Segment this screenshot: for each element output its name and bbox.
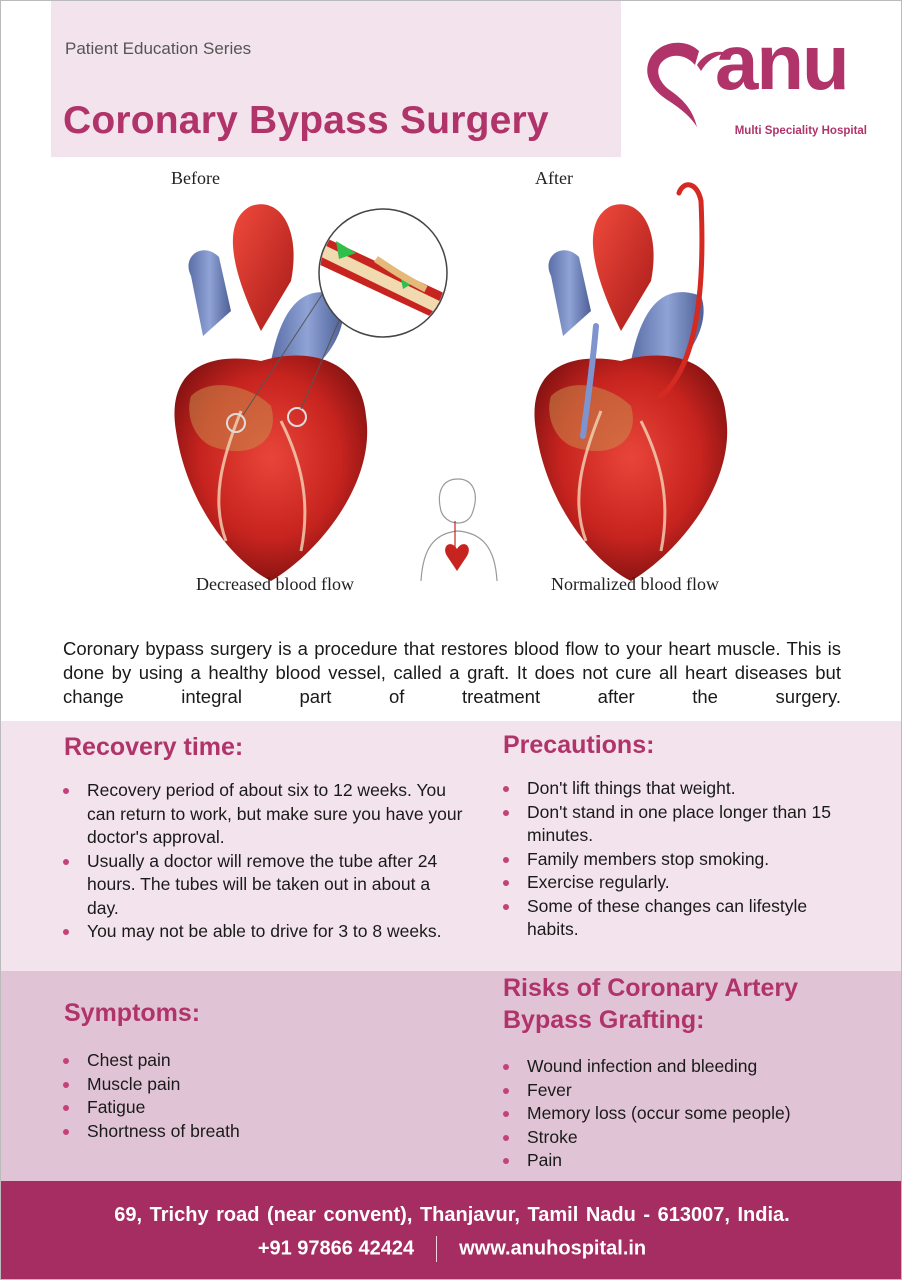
list-item: Wound infection and bleeding [503, 1055, 863, 1079]
intro-paragraph: Coronary bypass surgery is a procedure that restores blood flow to your heart muscle. This is done by using a healthy blood vessel, called a graft. It does not cure all heart diseases but change integral part of treatment after the surgery. [63, 638, 841, 707]
list-item: Fever [503, 1079, 863, 1103]
list-item: Exercise regularly. [503, 871, 863, 895]
footer-address: 69, Trichy road (near convent), Thanjavur, Tamil Nadu - 613007, India. [114, 1204, 790, 1226]
list-item: Don't stand in one place longer than 15 minutes. [503, 801, 863, 848]
list-item: Don't lift things that weight. [503, 777, 863, 801]
after-caption: Normalized blood flow [551, 574, 719, 594]
list-item: Usually a doctor will remove the tube after 24 hours. The tubes will be taken out in about a day. [63, 850, 463, 921]
symptoms-list [63, 1049, 443, 1143]
precautions-list [503, 777, 863, 942]
footer-contact [1, 1236, 902, 1262]
heart-after-icon [534, 185, 727, 581]
series-label: Patient Education Series [65, 39, 252, 58]
risks-heading: Risks of Coronary Artery Bypass Grafting: [503, 974, 798, 1034]
heart-diagrams [151, 161, 771, 601]
list-item: Shortness of breath [63, 1120, 443, 1144]
logo-subtitle: Multi Speciality Hospital [734, 125, 867, 137]
before-label: Before [171, 168, 220, 188]
precautions-heading: Precautions: [503, 731, 655, 759]
after-label: After [535, 168, 573, 188]
footer-website[interactable]: www.anuhospital.in [459, 1237, 647, 1260]
list-item: Recovery period of about six to 12 weeks. You can return to work, but make sure you have your doctor's approval. [63, 779, 463, 850]
heart-before-icon [174, 204, 461, 581]
recovery-list [63, 779, 463, 944]
list-item: You may not be able to drive for 3 to 8 weeks. [63, 920, 463, 944]
symptoms-heading: Symptoms: [64, 999, 201, 1027]
heart-illustration [151, 161, 771, 601]
list-item: Chest pain [63, 1049, 443, 1073]
list-item: Muscle pain [63, 1073, 443, 1097]
footer [1, 1181, 902, 1280]
list-item: Some of these changes can lifestyle habits. [503, 895, 863, 942]
before-caption: Decreased blood flow [196, 574, 354, 594]
hospital-logo [641, 18, 881, 147]
list-item: Pain [503, 1149, 863, 1173]
footer-phone: +91 97866 42424 [257, 1237, 415, 1260]
risks-list [503, 1055, 863, 1173]
recovery-heading: Recovery time: [64, 733, 244, 761]
logo-wordmark: anu [715, 18, 848, 106]
body-figure-icon [419, 471, 499, 581]
footer-divider [436, 1236, 437, 1262]
list-item: Memory loss (occur some people) [503, 1102, 863, 1126]
list-item: Stroke [503, 1126, 863, 1150]
title-box [51, 1, 621, 157]
page-title: Coronary Bypass Surgery [63, 99, 549, 142]
list-item: Fatigue [63, 1096, 443, 1120]
list-item: Family members stop smoking. [503, 848, 863, 872]
